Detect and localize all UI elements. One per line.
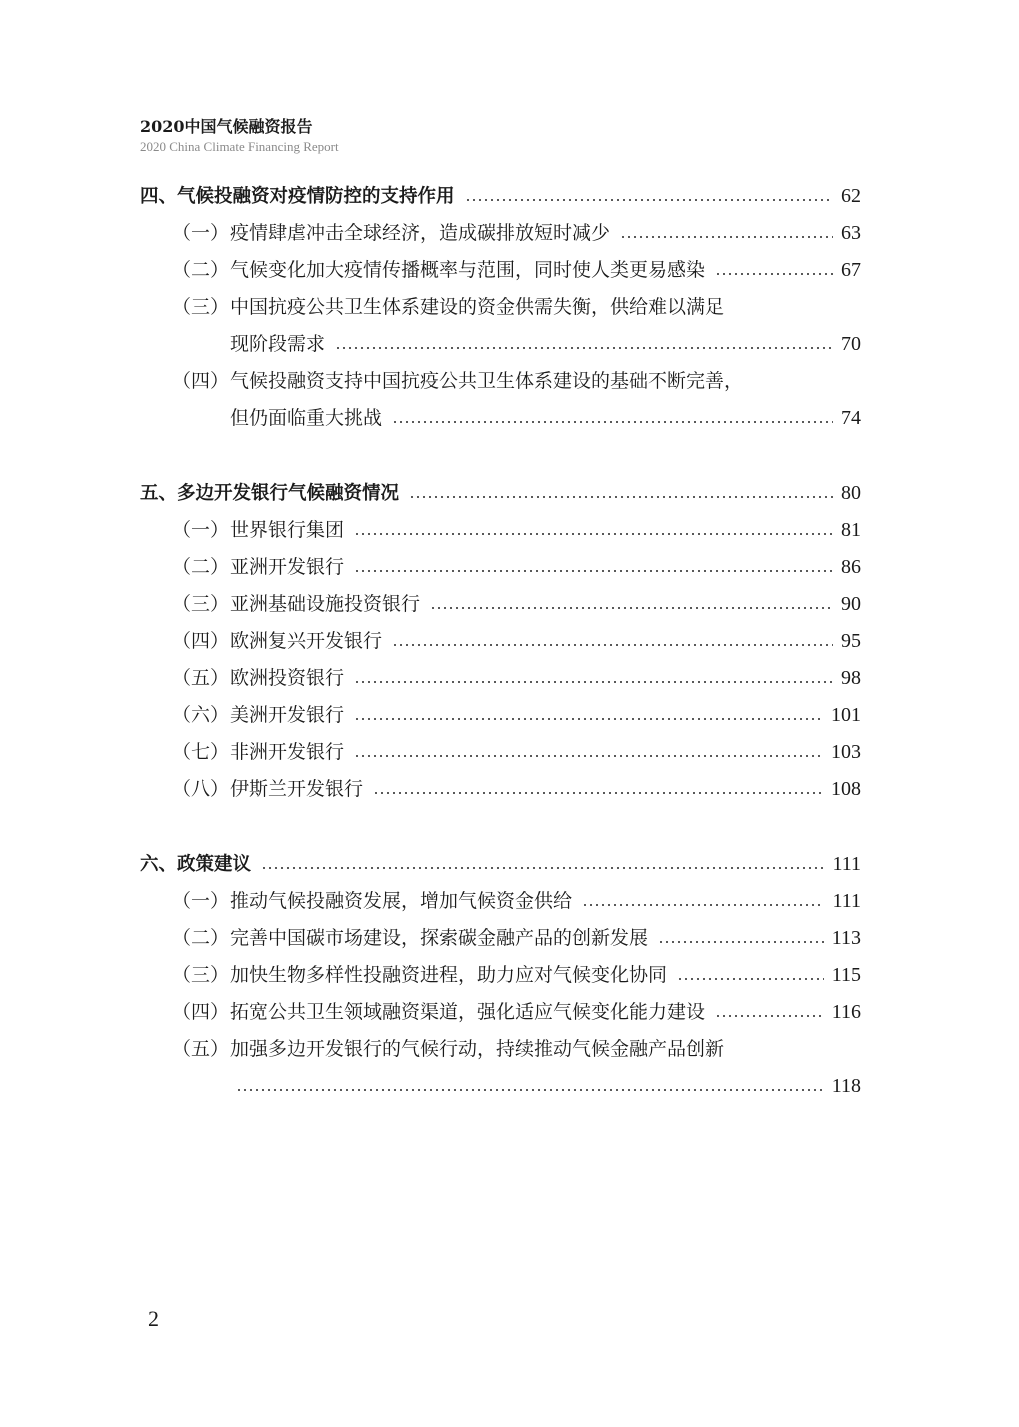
toc-page-number: 113 — [831, 927, 861, 949]
toc-entry-marker: （二） — [172, 927, 230, 949]
toc-dot-leader — [715, 1015, 824, 1017]
toc-section-entry[interactable] — [140, 475, 861, 512]
toc-dot-leader — [236, 1089, 824, 1091]
toc-entry[interactable] — [172, 215, 861, 252]
toc-section-entry[interactable] — [140, 178, 861, 215]
toc-page-number: 116 — [831, 1001, 861, 1023]
toc-page-number: 67 — [841, 259, 861, 281]
toc-entry[interactable] — [172, 883, 861, 920]
toc-entry-marker: （五） — [172, 1038, 230, 1060]
toc-page-number: 86 — [841, 556, 861, 578]
toc-page-number: 118 — [831, 1075, 861, 1097]
toc-entry-title: 气候投融资支持中国抗疫公共卫生体系建设的基础不断完善， — [230, 370, 744, 392]
toc-entry-marker: （五） — [172, 667, 230, 689]
toc-entry-title: 推动气候投融资发展，增加气候资金供给 — [230, 890, 573, 912]
toc-entry-marker: （一） — [172, 890, 230, 912]
toc-entry-continuation[interactable] — [230, 326, 861, 363]
toc-entry-marker: （七） — [172, 741, 230, 763]
toc-entry[interactable] — [172, 734, 861, 771]
toc-entry-title: 六、政策建议 — [140, 854, 252, 875]
toc-page-number: 80 — [841, 482, 861, 504]
toc-entry-title: 美洲开发银行 — [230, 704, 345, 726]
report-title: 2020中国气候融资报告 — [140, 117, 313, 136]
toc-entry[interactable] — [172, 512, 861, 549]
toc-entry-marker: （三） — [172, 296, 230, 318]
toc-entry[interactable] — [172, 363, 861, 400]
toc-page-number: 74 — [841, 407, 861, 429]
toc-dot-leader — [354, 755, 823, 757]
toc-page-number: 101 — [831, 704, 861, 726]
toc-dot-leader — [715, 273, 833, 275]
toc-entry[interactable] — [172, 994, 861, 1031]
toc-dot-leader — [465, 199, 833, 201]
toc-entry-title: 加快生物多样性投融资进程，助力应对气候变化协同 — [230, 964, 668, 986]
toc-entry-marker: （六） — [172, 704, 230, 726]
toc-entry[interactable] — [172, 771, 861, 808]
toc-entry-marker: （四） — [172, 370, 230, 392]
toc-dot-leader — [658, 941, 824, 943]
toc-dot-leader — [261, 867, 824, 869]
toc-entry-title: 中国抗疫公共卫生体系建设的资金供需失衡，供给难以满足 — [230, 296, 725, 318]
toc-entry-marker: （八） — [172, 778, 230, 800]
toc-entry-marker: （一） — [172, 519, 230, 541]
toc-dot-leader — [354, 718, 823, 720]
toc-entry-title: 但仍面临重大挑战 — [230, 407, 383, 429]
toc-entry-title: 气候变化加大疫情传播概率与范围，同时使人类更易感染 — [230, 259, 706, 281]
toc-page-number: 108 — [831, 778, 861, 800]
toc-page-number: 115 — [831, 964, 861, 986]
toc-section-entry[interactable] — [140, 846, 861, 883]
toc-dot-leader — [430, 607, 833, 609]
toc-dot-leader — [354, 570, 833, 572]
toc-entry-marker: （三） — [172, 964, 230, 986]
toc-entry-title: 欧洲投资银行 — [230, 667, 345, 689]
toc-entry-title: 欧洲复兴开发银行 — [230, 630, 383, 652]
toc-dot-leader — [392, 421, 833, 423]
page-number: 2 — [148, 1306, 159, 1331]
toc-page-number: 81 — [841, 519, 861, 541]
toc-entry-title: 亚洲开发银行 — [230, 556, 345, 578]
toc-page-number: 111 — [832, 890, 861, 912]
toc-page-number: 70 — [841, 333, 861, 355]
toc-entry-title: 加强多边开发银行的气候行动，持续推动气候金融产品创新 — [230, 1038, 725, 1060]
toc-page-number: 98 — [841, 667, 861, 689]
toc-entry-title: 世界银行集团 — [230, 519, 345, 541]
toc-entry-title: 非洲开发银行 — [230, 741, 345, 763]
toc-dot-leader — [354, 533, 833, 535]
toc-entry[interactable] — [172, 623, 861, 660]
toc-entry-title: 拓宽公共卫生领域融资渠道，强化适应气候变化能力建设 — [230, 1001, 706, 1023]
toc-dot-leader — [620, 236, 833, 238]
toc-entry-title: 四、气候投融资对疫情防控的支持作用 — [140, 186, 455, 207]
toc-page-number: 62 — [841, 185, 861, 207]
toc-dot-leader — [373, 792, 823, 794]
toc-dot-leader — [409, 496, 833, 498]
toc-page-number: 95 — [841, 630, 861, 652]
toc-page-number: 90 — [841, 593, 861, 615]
toc-entry[interactable] — [172, 289, 861, 326]
toc-entry-title: 完善中国碳市场建设，探索碳金融产品的创新发展 — [230, 927, 649, 949]
toc-entry[interactable] — [172, 1031, 861, 1068]
toc-page-number: 111 — [832, 853, 861, 875]
toc-entry-title: 亚洲基础设施投资银行 — [230, 593, 421, 615]
toc-entry-title: 伊斯兰开发银行 — [230, 778, 364, 800]
toc-entry-marker: （二） — [172, 556, 230, 578]
toc-page-number: 63 — [841, 222, 861, 244]
toc-dot-leader — [392, 644, 833, 646]
toc-entry[interactable] — [172, 586, 861, 623]
toc-entry-marker: （一） — [172, 222, 230, 244]
toc-entry-marker: （二） — [172, 259, 230, 281]
toc-dot-leader — [335, 347, 833, 349]
toc-entry[interactable] — [172, 252, 861, 289]
toc-dot-leader — [677, 978, 824, 980]
toc-dot-leader — [354, 681, 833, 683]
toc-entry[interactable] — [172, 920, 861, 957]
report-subtitle: 2020 China Climate Financing Report — [140, 139, 339, 154]
toc-entry-title: 现阶段需求 — [230, 333, 326, 355]
toc-entry-marker: （四） — [172, 1001, 230, 1023]
toc-entry[interactable] — [172, 957, 861, 994]
toc-entry[interactable] — [172, 549, 861, 586]
toc-dot-leader — [582, 904, 824, 906]
toc-entry-continuation[interactable] — [236, 1068, 861, 1105]
toc-entry-marker: （三） — [172, 593, 230, 615]
toc-entry-title: 五、多边开发银行气候融资情况 — [140, 483, 400, 504]
toc-entry-marker: （四） — [172, 630, 230, 652]
toc-entry[interactable] — [172, 660, 861, 697]
toc-entry-continuation[interactable] — [230, 400, 861, 437]
toc-entry[interactable] — [172, 697, 861, 734]
toc-page-number: 103 — [831, 741, 861, 763]
toc-entry-title: 疫情肆虐冲击全球经济，造成碳排放短时减少 — [230, 222, 611, 244]
